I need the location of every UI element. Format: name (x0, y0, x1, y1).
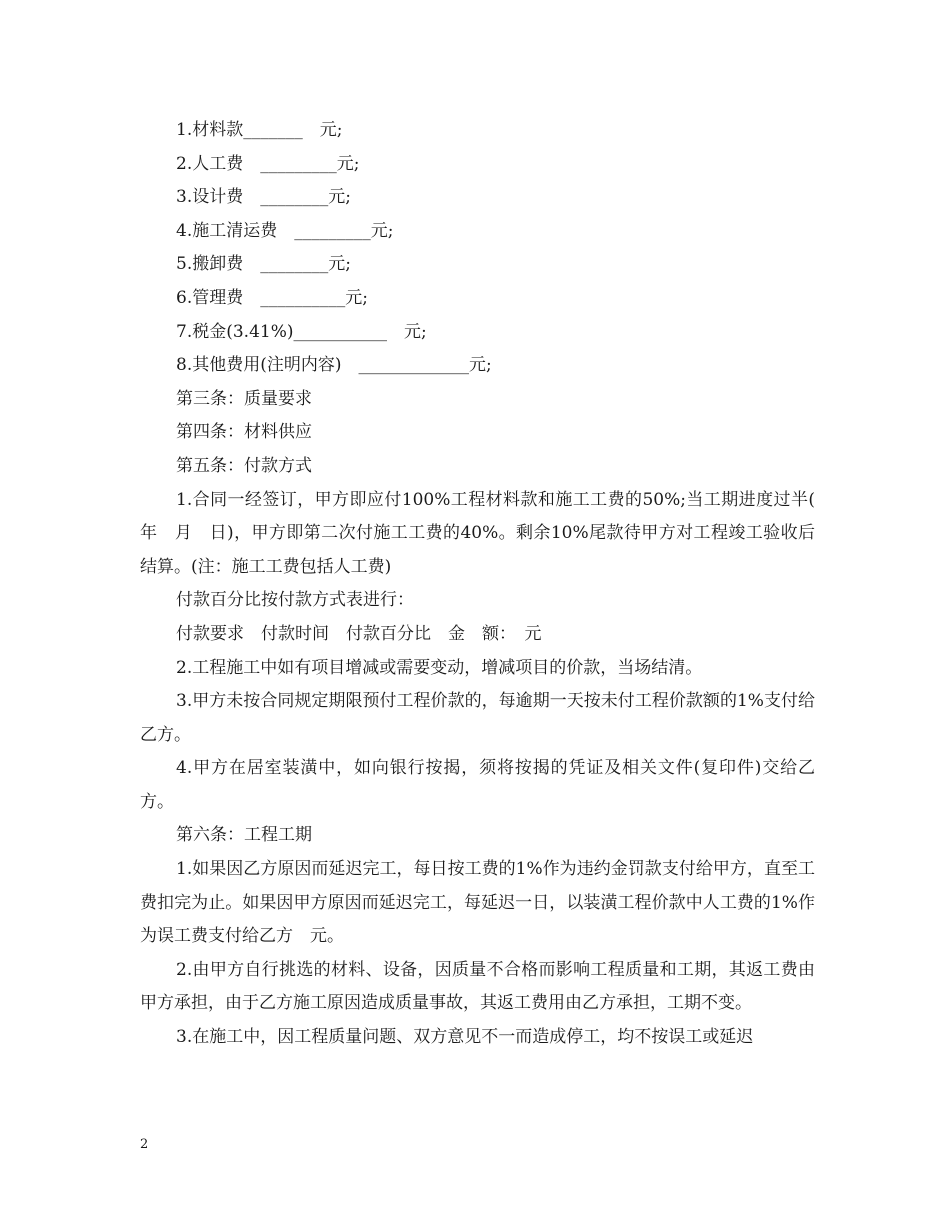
payment-clause-2: 2.工程施工中如有项目增减或需要变动，增减项目的价款，当场结清。 (176, 657, 703, 678)
schedule-clause-2: 2.由甲方自行挑选的材料、设备，因质量不合格而影响工程质量和工期，其返工费由甲方承担，由于乙方施工原因造成质量事故，其返工费用由乙方承担，工期不变。 (140, 959, 815, 1014)
section-heading-payment: 第五条：付款方式 (176, 455, 312, 476)
schedule-clause-1: 1.如果因乙方原因而延迟完工，每日按工费的1%作为违约金罚款支付给甲方，直至工费扣完为止。如果因甲方原因而延迟完工，每延迟一日，以装潢工程价款中人工费的1%作为误工费支付给乙方 元。 (140, 859, 815, 947)
payment-clause-3: 3.甲方未按合同规定期限预付工程价款的，每逾期一天按未付工程价款额的1%支付给乙方。 (140, 691, 815, 745)
list-item-material-fee: 1.材料款_______ 元; (176, 120, 343, 140)
list-item-tax: 7.税金(3.41%)___________ 元; (176, 321, 427, 342)
section-heading-schedule: 第六条：工程工期 (176, 825, 312, 846)
list-item-management-fee: 6.管理费 __________元; (176, 287, 368, 308)
payment-clause-1: 1.合同一经签订，甲方即应付100%工程材料款和施工工费的50%;当工期进度过半( 年 月 日)，甲方即第二次付施工工费的40%。剩余10%尾款待甲方对工程竣工验收后结算。(注：施工工费包括人工费) (140, 489, 832, 577)
section-heading-materials: 第四条：材料供应 (176, 422, 312, 443)
list-item-handling-fee: 5.搬卸费 ________元; (176, 254, 351, 275)
payment-table-header: 付款要求 付款时间 付款百分比 金 额： 元 (176, 623, 542, 644)
list-item-other-fees: 8.其他费用(注明内容) _____________元; (176, 355, 492, 376)
payment-clause-4: 4.甲方在居室装潢中，如向银行按揭，须将按揭的凭证及相关文件(复印件)交给乙方。 (140, 758, 815, 812)
schedule-clause-3: 3.在施工中，因工程质量问题、双方意见不一而造成停工，均不按误工或延迟 (176, 1027, 754, 1048)
list-item-labor-fee: 2.人工费 _________元; (176, 153, 360, 174)
payment-table-intro: 付款百分比按付款方式表进行： (176, 590, 414, 611)
section-heading-quality: 第三条：质量要求 (176, 388, 312, 409)
document-body (140, 114, 832, 1055)
page-number: 2 (140, 1137, 149, 1152)
list-item-cleanup-fee: 4.施工清运费 _________元; (176, 220, 394, 241)
list-item-design-fee: 3.设计费 ________元; (176, 187, 351, 208)
